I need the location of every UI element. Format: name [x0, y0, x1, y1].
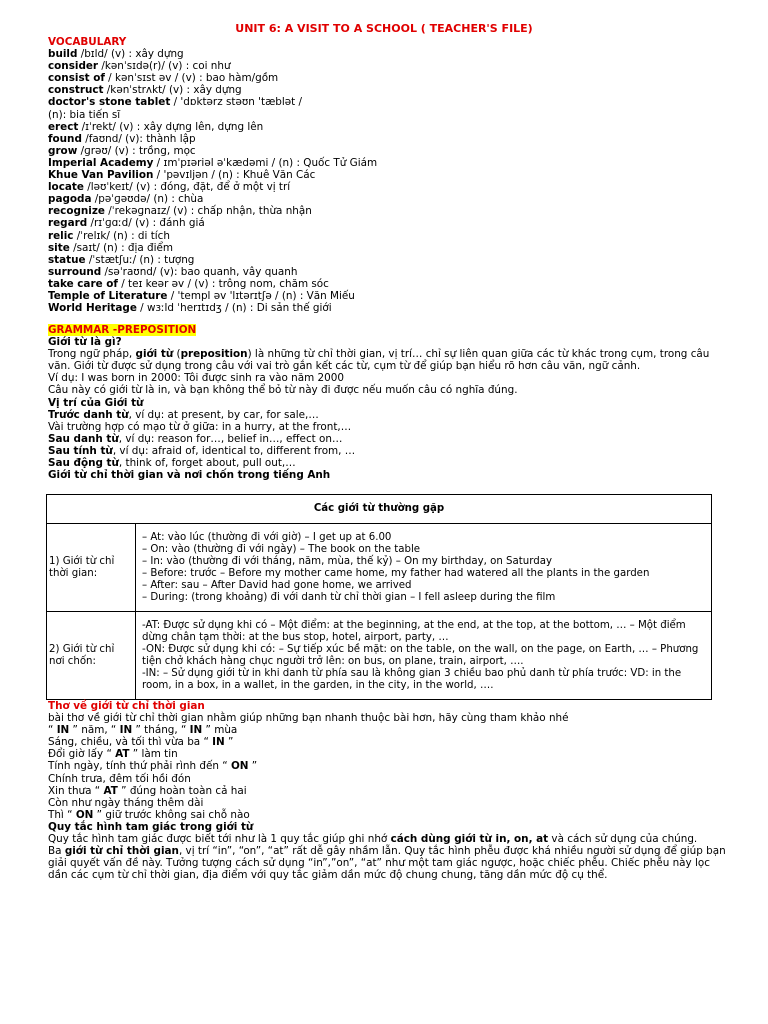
preposition-table	[46, 494, 712, 700]
table-line: – After: sau – After David had gone home, we arrived	[142, 579, 412, 591]
table-line: – On: vào (thường đi với ngày) – The book on the table	[142, 543, 421, 555]
vocab-word: site	[48, 241, 70, 254]
poem-line: Xin thưa “ AT ” đúng hoàn toàn cả hai	[48, 784, 247, 797]
vocab-entry	[48, 109, 728, 121]
vocab-entry	[48, 193, 728, 205]
poem-line: “ IN ” năm, “ IN ” tháng, “ IN ” mùa	[48, 724, 238, 737]
vocab-entry	[48, 60, 728, 72]
table-line: -IN: – Sử dụng giới từ in khi danh từ phía sau là không gian 3 chiều bao phủ danh từ phía trước: VD: in the room, in a box, in a wallet, in the garden, in the city, in the world, ….	[142, 667, 682, 691]
vocab-definition: /kənˈsɪdə(r)/ (v) : coi như	[98, 60, 231, 73]
vocab-entry	[48, 145, 728, 157]
table-line: – In: vào (thường đi với tháng, năm, mùa, thế kỷ) – On my birthday, on Saturday	[142, 555, 552, 567]
vocab-entry	[48, 290, 728, 302]
page-title: UNIT 6: A VISIT TO A SCHOOL ( TEACHER'S FILE)	[235, 22, 533, 35]
vocab-definition: /ɪˈrekt/ (v) : xây dựng lên, dựng lên	[78, 120, 264, 133]
vocab-entry	[48, 181, 728, 193]
vocab-word: found	[48, 132, 82, 145]
position-list	[48, 409, 728, 469]
vocab-definition: /bɪld/ (v) : xây dựng	[77, 48, 184, 61]
table-row-content	[136, 612, 712, 700]
table-header: Các giới từ thường gặp	[47, 495, 712, 524]
vocab-word: build	[48, 48, 78, 61]
vocab-entry	[48, 48, 728, 60]
grammar-example-note: Câu này có giới từ là in, và bạn không thể bỏ từ này đi được nếu muốn câu có nghĩa đúng.	[48, 384, 518, 397]
vocabulary-section	[48, 36, 728, 314]
vocab-word: grow	[48, 144, 78, 157]
position-item: Trước danh từ, ví dụ: at present, by car, for sale,…	[48, 408, 319, 421]
vocab-definition: /səˈraʊnd/ (v): bao quanh, vây quanh	[101, 265, 298, 278]
vocab-definition: (n): bia tiến sĩ	[48, 108, 121, 121]
vocab-entry	[48, 230, 728, 242]
grammar-section	[48, 324, 728, 481]
grammar-question: Giới từ là gì?	[48, 336, 122, 349]
vocab-definition: /kənˈstrʌkt/ (v) : xây dựng	[103, 84, 242, 97]
vocab-entry	[48, 157, 728, 169]
vocab-word: statue	[48, 253, 86, 266]
vocab-definition: /faʊnd/ (v): thành lập	[81, 132, 196, 145]
vocab-definition: / ɪmˈpɪəriəl əˈkædəmi / (n) : Quốc Tử Giám	[153, 156, 378, 169]
poem-line: Sáng, chiều, và tối thì vừa ba “ IN ”	[48, 736, 234, 749]
poem-line: Chính trưa, đêm tối hồi đón	[48, 772, 191, 785]
vocab-word: relic	[48, 229, 74, 242]
vocab-word: Imperial Academy	[48, 156, 154, 169]
vocab-definition: /rɪˈɡɑːd/ (v) : đánh giá	[87, 217, 205, 230]
vocab-entry	[48, 84, 728, 96]
table-line: -ON: Được sử dụng khi có: – Sự tiếp xúc bề mặt: on the table, on the wall, on the page, on Earth, … – Phương tiện chở khách hàng chục người trở lên: on bus, on plane, train, airport, ….	[142, 643, 699, 667]
triangle-heading: Quy tắc hình tam giác trong giới từ	[48, 820, 254, 833]
vocab-word: locate	[48, 181, 84, 194]
vocab-word: doctor's stone tablet	[48, 96, 171, 109]
triangle-paragraph: Ba giới từ chỉ thời gian, vị trí “in”, “on”, “at” rất dễ gây nhầm lẫn. Quy tắc hình phễu được khá nhiều người sử dụng để giúp bạn giải quyết vấn đề này. Tưởng tượng cách sử dụng “in”,”on”, “at” như một tam giác ngược, hoặc chiếc phễu. Chiếc phễu này lọc dần các cụm từ chỉ thời gian, địa điểm với quy tắc giảm dần mức độ chung chung, tăng dần mức độ cụ thể.	[48, 845, 726, 882]
table-line: – During: (trong khoảng) đi với danh từ chỉ thời gian – I fell asleep during the film	[142, 591, 556, 603]
time-place-heading: Giới từ chỉ thời gian và nơi chốn trong tiếng Anh	[48, 469, 331, 482]
vocab-entry	[48, 302, 728, 314]
vocab-word: take care of	[48, 277, 118, 290]
vocab-entry	[48, 205, 728, 217]
vocab-word: recognize	[48, 205, 105, 218]
vocab-word: World Heritage	[48, 302, 137, 315]
vocab-definition: /ˈrelɪk/ (n) : di tích	[73, 229, 170, 242]
position-item: Sau động từ, think of, forget about, pull out,…	[48, 457, 296, 470]
grammar-example: Ví dụ: I was born in 2000: Tôi được sinh ra vào năm 2000	[48, 372, 344, 385]
vocab-word: consider	[48, 60, 99, 73]
vocab-definition: / wɜːld ˈherɪtɪdʒ / (n) : Di sản thế giới	[136, 302, 332, 315]
table-line: – Before: trước – Before my mother came home, my father had watered all the plants in the garden	[142, 567, 650, 579]
vocab-definition: /saɪt/ (n) : địa điểm	[69, 241, 174, 254]
poem-line: Đổi giờ lấy “ AT ” làm tin	[48, 748, 178, 761]
vocab-entry	[48, 169, 728, 181]
vocab-entry	[48, 96, 728, 108]
vocab-entry	[48, 72, 728, 84]
vocab-word: surround	[48, 265, 102, 278]
position-item: Sau tính từ, ví dụ: afraid of, identical to, different from, …	[48, 444, 356, 457]
vocabulary-list	[48, 48, 728, 314]
table-row-content	[136, 524, 712, 612]
triangle-paragraph: Quy tắc hình tam giác được biết tới như là 1 quy tắc giúp ghi nhớ cách dùng giới từ in, on, at và cách sử dụng của chúng.	[48, 833, 698, 846]
grammar-heading: GRAMMAR -PREPOSITION	[48, 324, 197, 336]
grammar-definition: Trong ngữ pháp, giới từ (preposition) là những từ chỉ thời gian, vị trí… chỉ sự liên quan giữa các từ khác trong cụm, trong câu văn. Giới từ được sử dụng trong câu với vai trò gắn kết các từ, cụm từ để giúp bạn hiểu rõ hơn câu văn, ngữ cảnh.	[48, 348, 710, 373]
vocab-entry	[48, 133, 728, 145]
vocab-word: consist of	[48, 72, 105, 85]
table-row-label: 1) Giới từ chỉ thời gian:	[47, 524, 136, 612]
poem-section	[48, 700, 728, 881]
vocab-entry	[48, 121, 728, 133]
poem-line: Còn như ngày tháng thêm dài	[48, 796, 204, 809]
vocab-definition: /ləʊˈkeɪt/ (v) : đóng, đặt, để ở một vị trí	[83, 181, 291, 194]
vocab-definition: / kənˈsɪst əv / (v) : bao hàm/gồm	[104, 72, 279, 85]
table-row-label: 2) Giới từ chỉ nơi chốn:	[47, 612, 136, 700]
vocab-word: Temple of Literature	[48, 289, 168, 302]
vocab-definition: / 'pəvɪljən / (n) : Khuê Văn Các	[153, 169, 316, 182]
vocab-word: erect	[48, 120, 79, 133]
position-heading: Vị trí của Giới từ	[48, 396, 144, 409]
vocab-definition: /ˈrekəɡnaɪz/ (v) : chấp nhận, thừa nhận	[104, 205, 312, 218]
vocab-definition: /ˈstætʃuː/ (n) : tượng	[85, 253, 195, 266]
vocab-entry	[48, 217, 728, 229]
vocab-word: Khue Van Pavilion	[48, 169, 154, 182]
vocab-word: pagoda	[48, 193, 92, 206]
vocabulary-heading: VOCABULARY	[48, 36, 127, 48]
vocab-definition: / teɪ keər əv / (v) : trông nom, chăm sóc	[117, 277, 329, 290]
vocab-word: construct	[48, 84, 104, 97]
vocab-definition: / 'templ əv 'lɪtərɪtʃə / (n) : Văn Miếu	[167, 289, 355, 302]
vocab-entry	[48, 266, 728, 278]
vocab-entry	[48, 242, 728, 254]
table-line: -AT: Được sử dụng khi có – Một điểm: at the beginning, at the end, at the top, at the bottom, … – Một điểm dừng chân tạm thời: at the bus stop, hotel, airport, party, …	[142, 619, 686, 643]
poem-line: Tính ngày, tính thứ phải rình đến “ ON ”	[48, 760, 258, 773]
poem-line: Thì “ ON ” giữ trước không sai chỗ nào	[48, 808, 250, 821]
vocab-definition: /ɡrəʊ/ (v) : trồng, mọc	[77, 144, 196, 157]
vocab-entry	[48, 278, 728, 290]
poem-heading: Thơ về giới từ chỉ thời gian	[48, 700, 205, 712]
vocab-word: regard	[48, 217, 88, 230]
vocab-definition: /pəˈɡəʊdə/ (n) : chùa	[91, 193, 204, 206]
vocab-definition: / 'dɒktərz stəʊn 'tæblət /	[170, 96, 303, 109]
position-item: Vài trường hợp có mạo từ ở giữa: in a hurry, at the front,…	[48, 420, 352, 433]
table-line: – At: vào lúc (thường đi với giờ) – I get up at 6.00	[142, 531, 392, 543]
poem-intro: bài thơ về giới từ chỉ thời gian nhằm giúp những bạn nhanh thuộc bài hơn, hãy cùng tham khảo nhé	[48, 712, 569, 725]
position-item: Sau danh từ, ví dụ: reason for…, belief in…, effect on…	[48, 432, 343, 445]
vocab-entry	[48, 254, 728, 266]
